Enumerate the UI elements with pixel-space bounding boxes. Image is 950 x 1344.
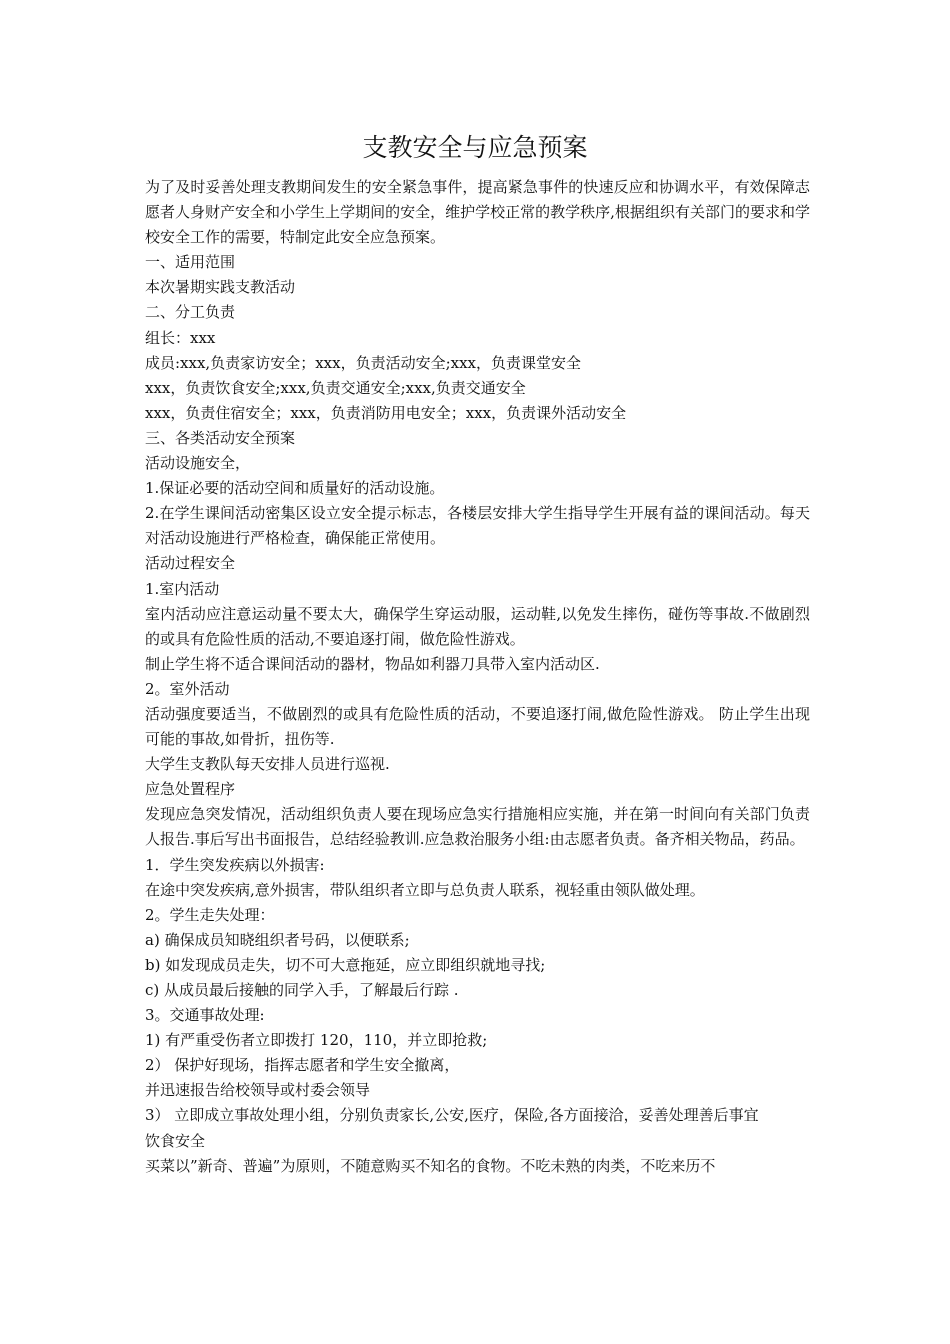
document-body [145,175,810,1179]
paragraph: a) 确保成员知晓组织者号码，以便联系; [145,930,410,949]
paragraph: 制止学生将不适合课间活动的器材，物品如利器刀具带入室内活动区. [145,654,600,673]
paragraph: 1) 有严重受伤者立即拨打 120，110，并立即抢救; [145,1031,488,1050]
paragraph: 2.在学生课间活动密集区设立安全提示标志，各楼层安排大学生指导学生开展有益的课间活动。每天对活动设施进行严格检查，确保能正常使用。 [145,504,810,548]
paragraph: 二、分工负责 [145,303,236,322]
paragraph: xxx，负责饮食安全;xxx,负责交通安全;xxx,负责交通安全 [145,378,526,397]
paragraph: 活动强度要适当，不做剧烈的或具有危险性质的活动，不要追逐打闹,做危险性游戏。 防止学生出现可能的事故,如骨折，扭伤等. [145,704,810,749]
paragraph: xxx，负责住宿安全；xxx，负责消防用电安全；xxx，负责课外活动安全 [145,403,627,422]
paragraph: 1.室内活动 [145,579,220,598]
paragraph: 活动过程安全 [145,554,236,573]
paragraph: 并迅速报告给校领导或村委会领导 [145,1081,371,1100]
paragraph: 3。交通事故处理: [145,1006,265,1025]
paragraph: 2。室外活动 [145,679,230,698]
paragraph: 在途中突发疾病,意外损害，带队组织者立即与总负责人联系，视轻重由领队做处理。 [145,880,705,899]
paragraph: 3） 立即成立事故处理小组，分别负责家长,公安,医疗，保险,各方面接洽，妥善处理善后事宜 [145,1106,759,1125]
paragraph: 本次暑期实践支教活动 [145,278,296,297]
paragraph: 买菜以”新奇、普遍”为原则，不随意购买不知名的食物。不吃未熟的肉类，不吃来历不 [145,1156,716,1175]
paragraph: 大学生支教队每天安排人员进行巡视. [145,755,390,774]
paragraph: 2。学生走失处理： [145,905,275,924]
paragraph: 1．学生突发疾病以外损害: [145,855,325,874]
paragraph: 为了及时妥善处理支教期间发生的安全紧急事件，提高紧急事件的快速反应和协调水平，有效保障志愿者人身财产安全和小学生上学期间的安全，维护学校正常的教学秩序,根据组织有关部门的要求和学校安全工作的需要，特制定此安全应急预案。 [145,178,810,247]
paragraph: 2） 保护好现场，指挥志愿者和学生安全撤离， [145,1056,460,1075]
paragraph: 活动设施安全， [145,454,251,473]
paragraph: 应急处置程序 [145,780,236,799]
paragraph: c) 从成员最后接触的同学入手，了解最后行踪 . [145,981,459,999]
paragraph: b) 如发现成员走失，切不可大意拖延，应立即组织就地寻找; [145,955,546,974]
paragraph: 室内活动应注意运动量不要太大，确保学生穿运动服，运动鞋,以免发生摔伤，碰伤等事故.不做剧烈的或具有危险性质的活动,不要追逐打闹，做危险性游戏。 [145,604,810,648]
paragraph: 一、适用范围 [145,253,236,272]
paragraph: 成员:xxx,负责家访安全；xxx，负责活动安全;xxx，负责课堂安全 [145,353,582,372]
document-title: 支教安全与应急预案 [362,133,588,162]
paragraph: 三、各类活动安全预案 [145,428,296,447]
paragraph: 饮食安全 [145,1131,206,1150]
paragraph: 发现应急突发情况，活动组织负责人要在现场应急实行措施相应实施，并在第一时间向有关部门负责人报告.事后写出书面报告，总结经验教训.应急救治服务小组:由志愿者负责。备齐相关物品，药品。 [145,805,810,849]
paragraph: 组长：xxx [145,328,216,347]
paragraph: 1.保证必要的活动空间和质量好的活动设施。 [145,479,445,498]
